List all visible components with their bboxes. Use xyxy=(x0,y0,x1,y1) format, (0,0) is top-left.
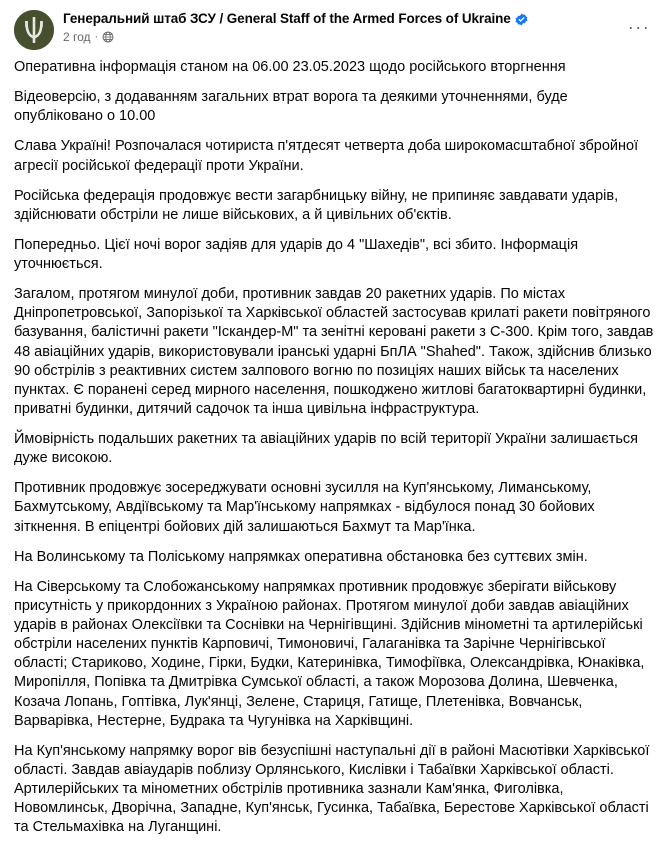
meta-separator: · xyxy=(94,31,99,43)
author-name[interactable]: Генеральний штаб ЗСУ / General Staff of the Armed Forces of Ukraine xyxy=(63,11,511,26)
post-options-button[interactable]: ··· xyxy=(627,17,651,37)
post-paragraph: Противник продовжує зосереджувати основні зусилля на Куп'янському, Лиманському, Бахмутському, Авдіївському та Мар'їнському напрямках - відбулося понад 30 бойових зіткнення. В епіцентрі бойових дій залишаються Бахмут та Мар'їнка. xyxy=(14,480,595,535)
post-timestamp[interactable]: 2 год xyxy=(63,30,91,44)
post-paragraph: Ймовірність подальших ракетних та авіаційних ударів по всій території України залишається дуже високою. xyxy=(14,431,639,467)
post-paragraph: Оперативна інформація станом на 06.00 23.05.2023 щодо російського вторгнення xyxy=(14,59,566,75)
post-paragraph: Відеоверсію, з додаванням загальних втрат ворога та деякими уточненнями, буде опубліковано о 10.00 xyxy=(14,89,568,125)
post-paragraph: Загалом, протягом минулої доби, противник завдав 20 ракетних ударів. По містах Дніпропетровської, Запорізької та Харківської областей застосував крилаті ракети повітряного базування, балістичні ракети "Іскандер-М" та зенітні керовані ракети з С-300. Крім того, завдав 48 авіаційних ударів, використовували іранські ударні БпЛА "Shahed". Також, здійснив близько 90 обстрілів з реактивних систем залпового вогню по позиціях наших військ та населених пунктах. Є поранені серед мирного населення, пошкоджено житлові багатоквартирні будинки, приватні будинки, дитячий садочок та інша цивільна інфраструктура. xyxy=(14,286,654,417)
trident-emblem-icon xyxy=(14,10,54,50)
post-paragraph: Слава Україні! Розпочалася чотириста п'ятдесят четверта доба широкомасштабної збройної агресії російської федерації проти України. xyxy=(14,138,639,174)
post-header xyxy=(14,10,654,50)
avatar[interactable] xyxy=(14,10,54,50)
post-header-text xyxy=(63,10,654,44)
post-paragraph: На Сіверському та Слобожанському напрямках противник продовжує зберігати військову присутність у прикордонних з Україною районах. Протягом минулої доби завдав авіаційних ударів в районах Олексіївки та Соснівки на Чернігівщині. Здійснив мінометні та артилерійські обстріли населених пунктів Карповичі, Тимоновичі, Галаганівка та Зарічне Чернігівської області; Стариково, Ходине, Гірки, Будки, Катеринівка, Тимофіївка, Олександрівка, Юнаківка, Миропілля, Попівка та Дмитрівка Сумської області, а також Морозова Долина, Шевченка, Козача Лопань, Гоптівка, Лук'янці, Зелене, Стариця, Гатище, Плетенівка, Вовчанськ, Варварівка, Нестерне, Будрака та Чугунівка на Харківщині. xyxy=(14,578,645,729)
post-paragraph: На Волинському та Поліському напрямках оперативна обстановка без суттєвих змін. xyxy=(14,548,588,565)
author-row xyxy=(63,11,654,27)
post-paragraph: Попередньо. Цієї ночі ворог задіяв для ударів до 4 "Шахедів", всі збито. Інформація уточнюється. xyxy=(14,236,579,272)
verified-badge-icon xyxy=(515,13,528,26)
post-paragraph: Російська федерація продовжує вести загарбницьку війну, не припиняє завдавати ударів, здійснювати обстріли не лише військових, а й цивільних об'єктів. xyxy=(14,187,619,223)
post-meta xyxy=(63,30,654,44)
post-paragraph: На Куп'янському напрямку ворог вів безуспішні наступальні дії в районі Масютівки Харківської області. Завдав авіаударів поблизу Орлянського, Кислівки і Табаївки Харківської області. Артилерійських та мінометних обстрілів противника зазнали Кам'янка, Фиголівка, Новомлинськ, Дворічна, Западне, Куп'янськ, Гусинка, Табаївка, Берестове Харківської області та Стельмахівка на Луганщині. xyxy=(14,742,650,836)
post-body xyxy=(14,58,654,843)
globe-icon xyxy=(102,31,114,43)
